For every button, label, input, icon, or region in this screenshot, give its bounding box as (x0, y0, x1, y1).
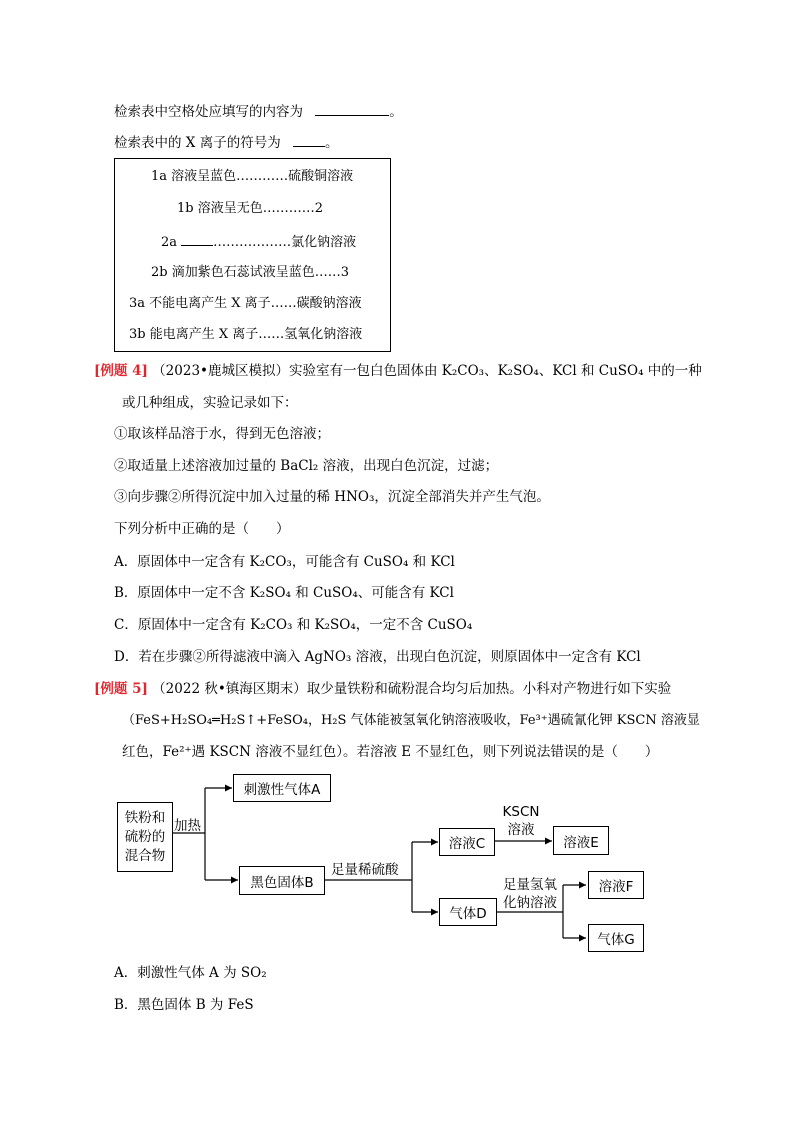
intro-end-1: 。 (389, 104, 403, 120)
ex4-question: 下列分析中正确的是（ ） (114, 521, 290, 537)
intro-text-2: 检索表中的 X 离子的符号为 (114, 135, 281, 151)
sol-f-box: 溶液F (588, 871, 644, 899)
key-2a-text: ………………氯化钠溶液 (213, 235, 357, 250)
ex4-step-1: ①取该样品溶于水，得到无色溶液； (114, 426, 330, 442)
kscn-label-1: KSCN (502, 804, 540, 820)
ex5-option-a[interactable]: A．刺激性气体 A 为 SO₂ (114, 965, 267, 981)
start-line-3: 混合物 (124, 847, 166, 864)
ex4-option-a[interactable]: A．原固体中一定含有 K₂CO₃，可能含有 CuSO₄ 和 KCl (114, 554, 455, 570)
gas-a-box: 刺激性气体A (233, 774, 331, 802)
sol-c-box: 溶液C (439, 828, 495, 856)
ex4-source: （2023•鹿城区模拟）实验室有一包白色固体由 K₂CO₃、K₂SO₄、KCl 和 CuSO₄ 中的一种 (152, 363, 702, 379)
solid-b-box: 黑色固体B (239, 866, 325, 895)
naoh-label-2: 化钠溶液 (503, 895, 557, 911)
ex5-tag: [例题 5] (94, 681, 148, 697)
ex4-step-3: ③向步骤②所得沉淀中加入过量的稀 HNO₃，沉淀全部消失并产生气泡。 (114, 489, 550, 505)
key-line-3b: 3b 能电离产生 X 离子……氢氧化钠溶液 (129, 327, 363, 342)
ex5-line-3: 红色，Fe²⁺遇 KSCN 溶液不显红色）。若溶液 E 不显红色，则下列说法错误的是（ ） (122, 744, 659, 760)
ex5-option-b[interactable]: B．黑色固体 B 为 FeS (114, 997, 254, 1013)
ex5-line-2: （FeS+H₂SO₄═H₂S↑+FeSO₄，H₂S 气体能被氢氧化钠溶液吸收，Fe³⁺遇硫氰化钾 KSCN 溶液显 (122, 713, 700, 728)
ex4-cont: 或几种组成，实验记录如下： (122, 395, 298, 411)
naoh-label-1: 足量氢氧 (503, 877, 557, 893)
intro-text-1: 检索表中空格处应填写的内容为 (114, 104, 303, 120)
kscn-label-2: 溶液 (507, 822, 535, 838)
heat-label: 加热 (174, 818, 201, 834)
key-line-1a: 1a 溶液呈蓝色…………硫酸铜溶液 (151, 169, 354, 184)
gas-d-box: 气体D (439, 898, 497, 926)
key-line-1b: 1b 溶液呈无色…………2 (177, 201, 323, 216)
key-line-2b: 2b 滴加紫色石蕊试液呈蓝色……3 (151, 265, 349, 280)
acid-label: 足量稀硫酸 (331, 862, 399, 878)
intro-end-2: 。 (325, 135, 339, 151)
ex4-option-d[interactable]: D．若在步骤②所得滤液中滴入 AgNO₃ 溶液，出现白色沉淀，则原固体中一定含有 KCl (114, 649, 641, 665)
start-line-1: 铁粉和 (124, 809, 166, 826)
ex5-source: （2022 秋•镇海区期末）取少量铁粉和硫粉混合均匀后加热。小科对产物进行如下实验 (152, 681, 672, 697)
ex4-step-2: ②取适量上述溶液加过量的 BaCl₂ 溶液，出现白色沉淀，过滤； (114, 458, 499, 474)
sol-e-box: 溶液E (553, 826, 609, 855)
gas-g-box: 气体G (588, 924, 644, 952)
ex4-tag: [例题 4] (94, 363, 148, 379)
start-box (117, 802, 173, 872)
key-2a-prefix: 2a (161, 235, 178, 250)
start-line-2: 硫粉的 (124, 828, 166, 845)
ex4-option-c[interactable]: C．原固体中一定含有 K₂CO₃ 和 K₂SO₄，一定不含 CuSO₄ (114, 617, 473, 633)
ex4-option-b[interactable]: B．原固体中一定不含 K₂SO₄ 和 CuSO₄、可能含有 KCl (114, 585, 454, 601)
key-line-3a: 3a 不能电离产生 X 离子……碳酸钠溶液 (129, 296, 362, 311)
